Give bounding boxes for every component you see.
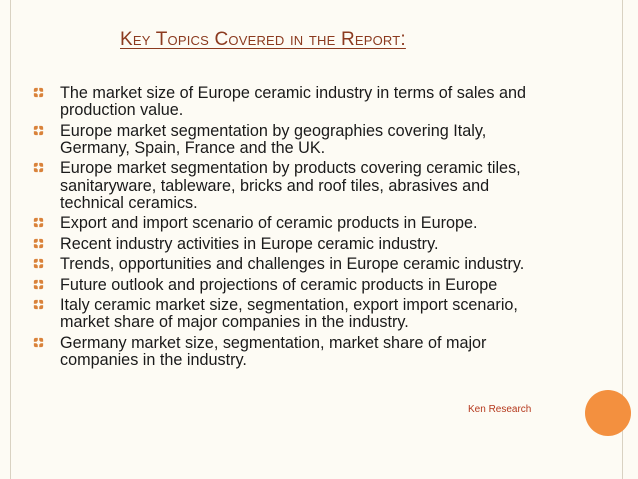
- ornament-bullet-icon: [32, 86, 45, 99]
- bullet-text: Germany market size, segmentation, market share of major companies in the industry.: [60, 333, 487, 369]
- list-item: [32, 215, 552, 232]
- bullet-text: Future outlook and projections of ceramic products in Europe: [60, 275, 498, 294]
- ornament-bullet-icon: [32, 278, 45, 291]
- bullet-text: Export and import scenario of ceramic products in Europe.: [60, 214, 478, 233]
- ornament-bullet-icon: [32, 257, 45, 270]
- list-item: [32, 335, 552, 370]
- ornament-bullet-icon: [32, 124, 45, 137]
- bullet-text: Europe market segmentation by products covering ceramic tiles, sanitaryware, tableware, bricks and roof tiles, abrasives and technical ceramics.: [60, 159, 521, 212]
- list-item: [32, 236, 552, 253]
- decorative-circle: [585, 390, 631, 436]
- footer-credit: Ken Research: [468, 404, 532, 415]
- ornament-bullet-icon: [32, 161, 45, 174]
- slide-title: Key Topics Covered in the Report:: [120, 29, 406, 50]
- ornament-bullet-icon: [32, 216, 45, 229]
- list-item: [32, 277, 552, 294]
- list-item: [32, 123, 552, 158]
- bullet-text: Europe market segmentation by geographies covering Italy, Germany, Spain, France and the UK.: [60, 121, 487, 157]
- list-item: [32, 297, 552, 332]
- ornament-bullet-icon: [32, 237, 45, 250]
- bullet-text: Italy ceramic market size, segmentation, export import scenario, market share of major companies in the industry.: [60, 295, 518, 332]
- bullet-text: The market size of Europe ceramic industry in terms of sales and production value.: [60, 84, 527, 120]
- bullet-list: [32, 85, 552, 372]
- list-item: [32, 256, 552, 273]
- list-item: [32, 160, 552, 212]
- ornament-bullet-icon: [32, 298, 45, 311]
- ornament-bullet-icon: [32, 336, 45, 349]
- list-item: [32, 85, 552, 120]
- bullet-text: Trends, opportunities and challenges in Europe ceramic industry.: [60, 255, 525, 274]
- bullet-text: Recent industry activities in Europe ceramic industry.: [60, 234, 439, 253]
